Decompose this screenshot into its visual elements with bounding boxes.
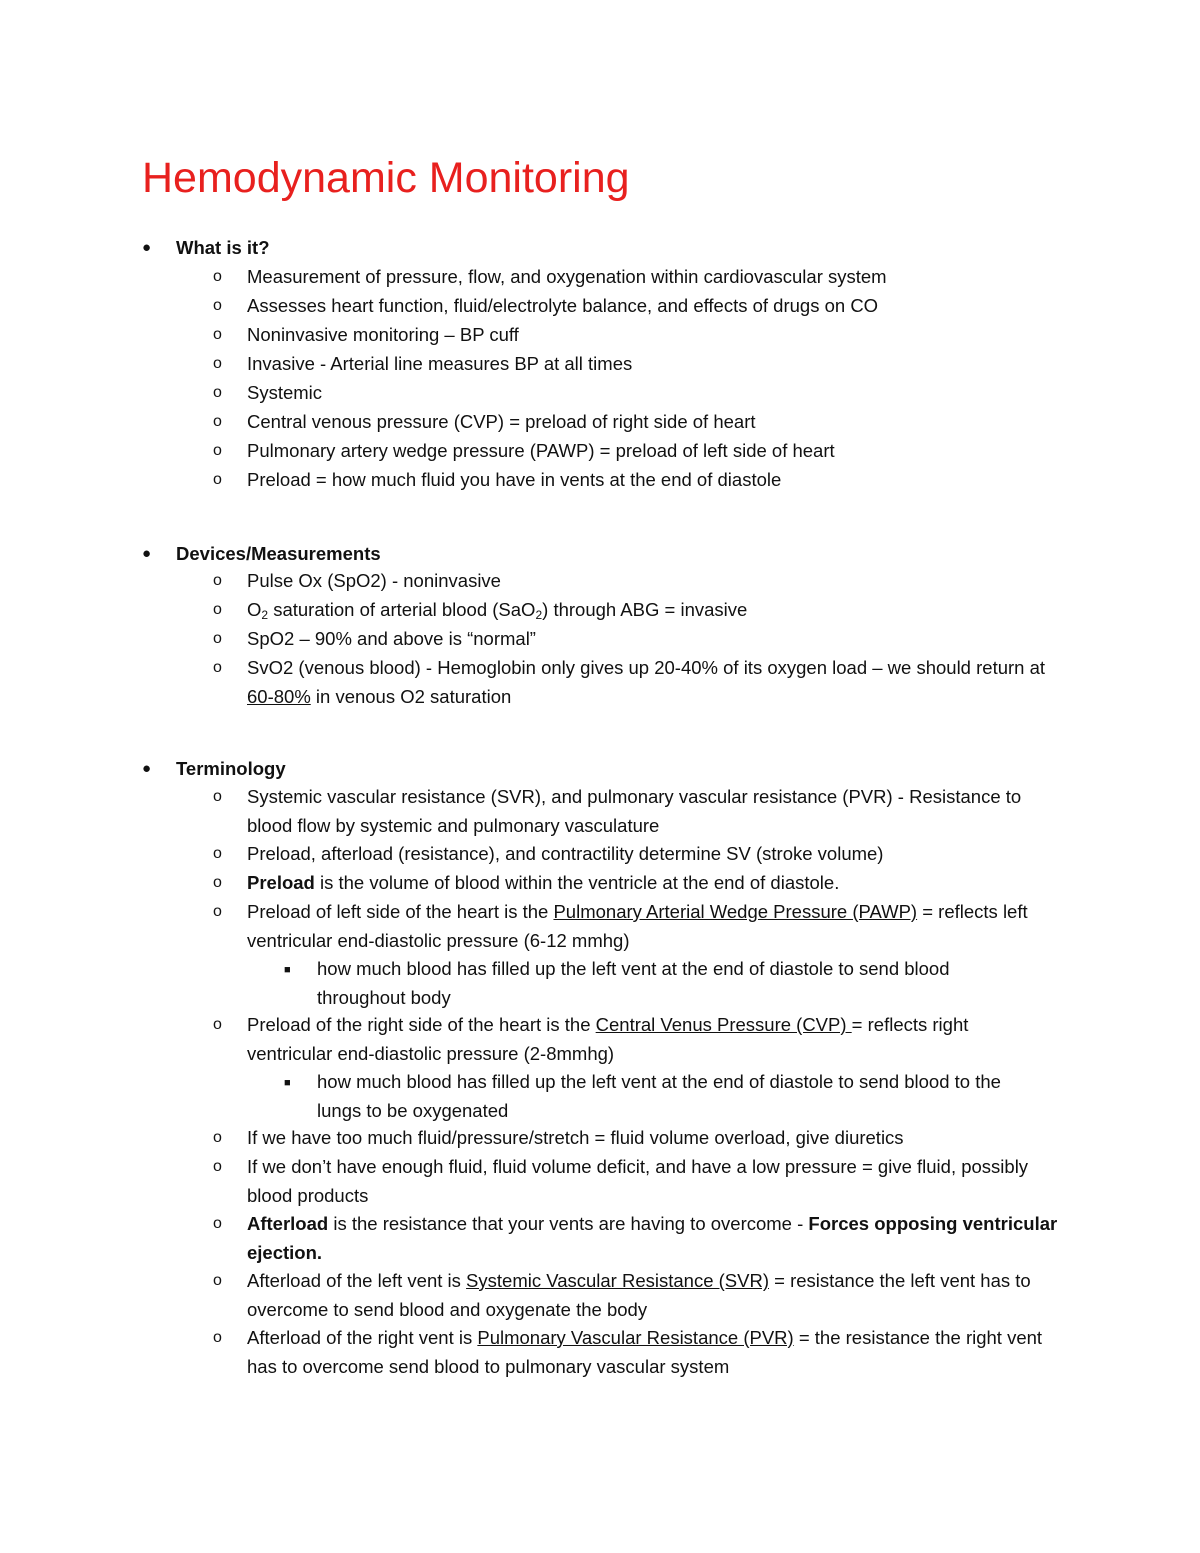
list-item-continuation: ventricular end-diastolic pressure (2-8mmhg) [247,1043,615,1064]
bullet-icon: o [213,297,222,314]
bullet-icon: o [213,572,222,589]
section-heading-terminology: Terminology [176,758,286,779]
bullet-icon: o [213,355,222,372]
list-item-continuation: blood products [247,1185,369,1206]
list-item: SpO2 – 90% and above is “normal” [247,628,536,649]
bullet-icon: o [213,384,222,401]
bullet-icon: ■ [284,1077,291,1089]
list-item: Preload of the right side of the heart is the Central Venus Pressure (CVP) = reflects right [247,1014,969,1035]
bullet-icon: o [213,1158,222,1175]
bullet-icon: o [213,1329,222,1346]
list-item: Pulmonary artery wedge pressure (PAWP) = preload of left side of heart [247,440,835,461]
list-item: $O_2$ saturation of arterial blood (SaO$_2$) through ABG = invasive [247,599,748,622]
list-item: Central venous pressure (CVP) = preload of right side of heart [247,411,756,432]
section-heading-what: What is it? [176,237,270,258]
bullet-icon: o [213,601,222,618]
bullet-icon: o [213,903,222,920]
bullet-icon: o [213,1129,222,1146]
sub-list-item: how much blood has filled up the left vent at the end of diastole to send blood [317,958,950,979]
list-item: If we have too much fluid/pressure/stretch = fluid volume overload, give diuretics [247,1127,904,1148]
list-item: If we don’t have enough fluid, fluid volume deficit, and have a low pressure = give fluid, possibly [247,1156,1029,1177]
bullet-icon: o [213,268,222,285]
list-item-continuation: 60-80% in venous O2 saturation [247,686,512,707]
bullet-icon: o [213,326,222,343]
bullet-icon: o [213,442,222,459]
list-item: Noninvasive monitoring – BP cuff [247,324,519,345]
sub-list-item-continuation: throughout body [317,987,451,1008]
list-item-continuation: ejection. [247,1242,323,1263]
list-item: Afterload of the left vent is Systemic Vascular Resistance (SVR) = resistance the left vent has to [247,1270,1031,1291]
bullet-icon: o [213,659,222,676]
sub-list-item: how much blood has filled up the left vent at the end of diastole to send blood to the [317,1071,1001,1092]
list-item: Systemic vascular resistance (SVR), and pulmonary vascular resistance (PVR) - Resistance to [247,786,1022,807]
section-heading-devices: Devices/Measurements [176,543,381,564]
bullet-icon: o [213,1272,222,1289]
bullet-icon: o [213,788,222,805]
list-item: Assesses heart function, fluid/electrolyte balance, and effects of drugs on CO [247,295,879,316]
bullet-icon: ● [142,760,152,777]
list-item-continuation: ventricular end-diastolic pressure (6-12 mmhg) [247,930,630,951]
bullet-icon: o [213,1016,222,1033]
list-item: Preload of left side of the heart is the Pulmonary Arterial Wedge Pressure (PAWP) = reflects left [247,901,1028,922]
list-item: Preload is the volume of blood within the ventricle at the end of diastole. [247,872,840,893]
list-item-continuation: blood flow by systemic and pulmonary vasculature [247,815,660,836]
bullet-icon: ● [142,545,152,562]
list-item: Pulse Ox (SpO2) - noninvasive [247,570,501,591]
list-item: SvO2 (venous blood) - Hemoglobin only gives up 20-40% of its oxygen load – we should return at [247,657,1046,678]
list-item: Systemic [247,382,323,403]
page-title: Hemodynamic Monitoring [142,154,630,202]
list-item-continuation: has to overcome send blood to pulmonary vascular system [247,1356,730,1377]
bullet-icon: o [213,471,222,488]
bullet-icon: o [213,630,222,647]
list-item: Invasive - Arterial line measures BP at all times [247,353,633,374]
bullet-icon: o [213,845,222,862]
list-item: Preload = how much fluid you have in vents at the end of diastole [247,469,782,490]
bullet-icon: ■ [284,964,291,976]
bullet-icon: o [213,874,222,891]
list-item: Afterload is the resistance that your vents are having to overcome - Forces opposing ventricular [247,1213,1058,1234]
bullet-icon: o [213,1215,222,1232]
bullet-icon: ● [142,239,152,256]
list-item-continuation: overcome to send blood and oxygenate the body [247,1299,648,1320]
list-item: Preload, afterload (resistance), and contractility determine SV (stroke volume) [247,843,884,864]
list-item: Measurement of pressure, flow, and oxygenation within cardiovascular system [247,266,887,287]
bullet-icon: o [213,413,222,430]
sub-list-item-continuation: lungs to be oxygenated [317,1100,509,1121]
list-item: Afterload of the right vent is Pulmonary Vascular Resistance (PVR) = the resistance the right vent [247,1327,1043,1348]
